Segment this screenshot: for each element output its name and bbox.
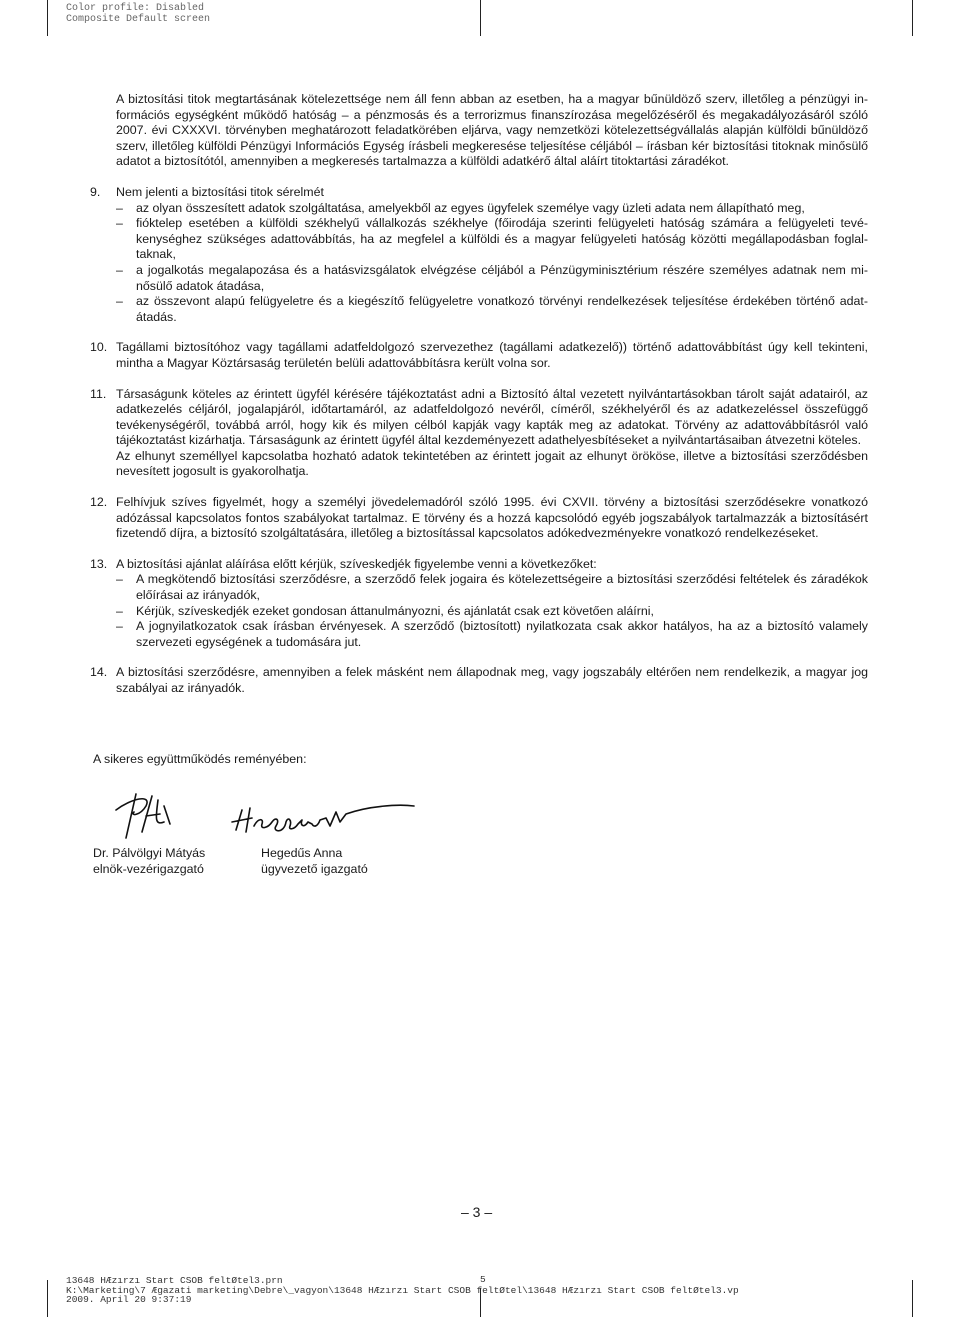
dash-bullet: – <box>116 572 123 587</box>
section-10-text: Tagállami biztosítóhoz vagy tagállami adatfeldolgozó szervezethez (tagállami adatkezelő)) történő adattovábbítást úgy kell tekinteni, mintha a Magyar Köztársaság területén belüli adattovábbításra került volna sor. <box>116 340 868 370</box>
section-10-number: 10. <box>90 340 108 355</box>
section-11-number: 11. <box>90 386 107 401</box>
print-header-profile: Color profile: Disabled <box>66 3 205 14</box>
section-14-number: 14. <box>90 665 108 680</box>
list-item-text: az olyan összesített adatok szolgáltatása, amelyekből az egyes ügyfelek személye vagy üzleti adata nem állapítható meg, <box>136 200 805 215</box>
section-9 <box>90 184 868 325</box>
section-14 <box>90 665 868 696</box>
signatory-1-title: elnök-vezérigazgató <box>93 861 204 876</box>
print-header <box>66 3 210 25</box>
signatory-2 <box>261 846 368 877</box>
signatory-2-name: Hegedűs Anna <box>261 846 343 860</box>
list-item-text: A jognyilatkozatok csak írásban érvényesek. A szerződő (biztosított) nyilatkozata csak akkor hatályos, ha az a biztosító valamely szervezeti egységének a tudomására jut. <box>136 619 868 649</box>
page-number: – 3 – <box>461 1204 493 1220</box>
list-item <box>116 294 868 325</box>
section-11 <box>90 386 868 481</box>
section-12 <box>90 495 868 542</box>
section-12-text: Felhívjuk szíves figyelmét, hogy a személyi jövedelemadóról szóló 1995. évi CXVII. törvény a biztosítási szerződésekre vonatkozó adózással kapcsolatos fontos szabályokat tartalmaz. E törvény és a hozzá kapcsolódó egyéb jogszabályok tartalmazzák a biztosításért fizetendő díjra, a biztosító szolgáltatására, illetőleg a biztosítással kapcsolatos adókedvezményekre vonatkozó rendelkezéseket. <box>116 495 868 541</box>
section-13-number: 13. <box>90 556 108 571</box>
list-item <box>116 216 868 263</box>
document-body <box>90 92 868 712</box>
dash-bullet: – <box>116 619 123 634</box>
footer-path: K:\Marketing\7 Ægazati marketing\Debre\_vagyon\13648 HÆzırzı Start CSOB feltØtel\13648 HÆzırzı Start CSOB feltØtel3.vp <box>66 1284 739 1296</box>
section-13 <box>90 556 868 651</box>
list-item-text: a jogalkotás megalapozása és a hatásvizsgálatok elvégzése céljából a Pénzügyminisztérium részére személyes adatnak nem minősülő adatok átadása, <box>136 262 868 293</box>
section-11-text: Társaságunk köteles az érintett ügyfél kérésére tájékoztatást adni a Biztosító által vezetett nyilvántartásokban tárolt saját adatairól, az adatkezelés céljáról, jogalapjáról, időtartamáról, az adatfeldolgozó nevéről, címéről, székhelyéről és az adatkezeléssel összefüggő tevékenységéről, továbbá arról, hogy kik és milyen célból kapják vagy kapták meg az adatokat. Törvény az adattovábbításról való tájékoztatást kizárhatja. Társaságunk az érintett ügyfél által kezdeményezett adathelyesbítéseket a nyilvántartásaiban átvezetni köteles. <box>116 386 868 448</box>
dash-bullet: – <box>116 603 123 618</box>
list-item <box>116 201 868 217</box>
list-item <box>116 604 868 620</box>
section-11-text-2: Az elhunyt személlyel kapcsolatba hozható adatok tekintetében az érintett jogait az elhunyt örököse, illetve a biztosítási szerződésben nevesített jogosult is gyakorolhatja. <box>116 448 868 479</box>
signatory-1 <box>93 846 205 877</box>
crop-mark-top-mid <box>480 0 481 36</box>
intro-paragraph: A biztosítási titok megtartásának kötelezettsége nem áll fenn abban az esetben, ha a magyar bűnüldöző szerv, illetőleg a pénzügyi információs egységként működő hatóság – a pénzmosás és a terrorizmus finanszírozása megelőzéséről és megakadályozásáról szóló 2007. évi CXXXVI. törvényben meghatározott feladatkörében eljárva, vagy nemzetközi kötelezettségvállalás alapján külföldi bűnüldöző szerv, illetőleg külföldi Pénzügyi Információs Egység írásbeli megkeresése teljesítése céljából – írásban kér biztosítási titoknak minősülő adatot a biztosítótól, amennyiben a megkeresés tartalmazza a külföldi adatkérő által aláírt titoktartási záradékot. <box>116 92 868 169</box>
section-12-number: 12. <box>90 495 108 510</box>
section-9-number: 9. <box>90 184 101 199</box>
crop-mark-top-left <box>47 0 48 36</box>
dash-bullet: – <box>116 200 123 215</box>
signature-hegedus <box>228 800 418 840</box>
footer-date: 2009. April 20 9:37:19 <box>66 1294 192 1305</box>
list-item <box>116 619 868 650</box>
list-item-text: az összevont alapú felügyeletre és a kiegészítő felügyeletre vonatkozó törvényi rendelkezések teljesítése érdekében történő adatátadás. <box>136 294 868 324</box>
crop-mark-bottom-left <box>47 1280 48 1317</box>
list-item-text: fióktelep esetében a külföldi székhelyű vállalkozás székhelye (főirodája szerinti felügyeleti hatóság számára a felügyeleti tevékenységhez szükséges adattovábbítás, ha az megfelel a külföldi és a magyar felügyeleti hatóság közötti megállapodásban foglaltaknak, <box>136 216 868 262</box>
section-13-text: A biztosítási ajánlat aláírása előtt kérjük, szíveskedjék figyelembe venni a következőket: <box>116 556 597 571</box>
section-9-list <box>116 201 868 326</box>
section-10 <box>90 340 868 371</box>
section-9-text: Nem jelenti a biztosítási titok sérelmét <box>116 184 324 199</box>
signature-palvolgyi <box>112 786 182 846</box>
dash-bullet: – <box>116 262 123 277</box>
dash-bullet: – <box>116 294 123 309</box>
crop-mark-bottom-right <box>912 1280 913 1317</box>
list-item <box>116 572 868 603</box>
print-footer <box>66 1276 739 1305</box>
closing-line: A sikeres együttműködés reményében: <box>93 752 307 766</box>
section-14-text: A biztosítási szerződésre, amennyiben a felek másként nem állapodnak meg, vagy jogszabály eltérően nem rendelkezik, a magyar jog szabályai az irányadók. <box>116 665 868 695</box>
signatory-1-name: Dr. Pálvölgyi Mátyás <box>93 846 206 860</box>
signatory-2-title: ügyvezető igazgató <box>261 861 368 876</box>
footer-page-number: 5 <box>480 1274 486 1285</box>
dash-bullet: – <box>116 216 123 231</box>
footer-filename: 13648 HÆzırzı Start CSOB feltØtel3.prn <box>66 1275 283 1286</box>
section-13-list <box>116 572 868 650</box>
crop-mark-top-right <box>912 0 913 36</box>
print-header-screen: Composite Default screen <box>66 14 211 25</box>
list-item <box>116 263 868 294</box>
list-item-text: Kérjük, szíveskedjék ezeket gondosan áttanulmányozni, és ajánlatát csak ezt követően aláírni, <box>136 603 654 618</box>
list-item-text: A megkötendő biztosítási szerződésre, a szerződő felek jogaira és kötelezettségeire a biztosítási szerződési feltételek és záradékok előírásai az irányadók, <box>136 572 868 603</box>
